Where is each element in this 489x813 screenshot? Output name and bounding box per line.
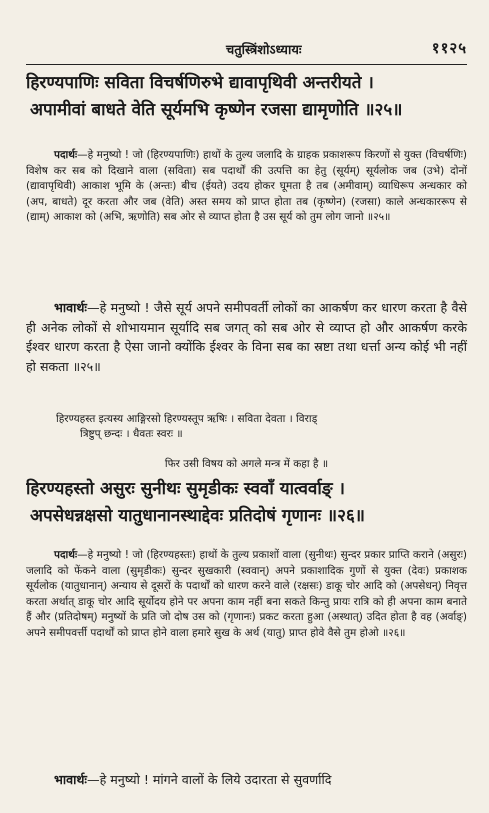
page-header — [26, 36, 467, 65]
padartha-26 — [26, 548, 467, 642]
page-number: ११२५ — [431, 39, 467, 57]
bhavartha-25-text: —हे मनुष्यो ! जैसे सूर्य अपने समीपवर्ती लोकों का आकर्षण कर धारण करता है वैसे ही अनेक लोकों से शोभायमान सूर्यादि सब जगत् को सब ओर से व्याप्त हो और आकर्षण करके ईश्वर धारण करता है ऐसा जानो क्योंकि ईश्वर के विना सब का स्रष्टा तथा धर्त्ता अन्य कोई भी नहीं हो सकता ॥२५॥ — [26, 300, 467, 374]
padartha-25-text: —हे मनुष्यो ! जो (हिरण्यपाणिः) हाथों के तुल्य जलादि के ग्राहक प्रकाशरूप किरणों से युक्त (विचर्षणिः) विशेष कर सब को दिखाने वाला (सविता) सब पदार्थों की उत्पत्ति का हेतु (सूर्यम्) सूर्यलोक जब (उभे) दोनों (द्यावापृथिवी) आकाश भूमि के (अन्तः) बीच (ईयते) उदय होकर घूमता है तब (अमीवाम्) व्याधिरूप अन्धकार को (अप, बाधते) दूर करता और जब (वेति) अस्त समय को प्राप्त होता तब (कृष्णेन) (रजसा) काले अन्धकाररूप से (द्याम्) आकाश को (अभि, ऋणोति) सब ओर से व्याप्त होता है उस सूर्य को तुम लोग जानो ॥२५॥ — [26, 149, 467, 224]
bhavartha-26-label: भावार्थः — [54, 772, 87, 787]
chapter-title: चतुस्त्रिंशोऽध्यायः — [226, 43, 302, 58]
bhavartha-26 — [26, 770, 467, 790]
mantra-26-intro: फिर उसी विषय को अगले मन्त्र में कहा है ॥ — [164, 458, 329, 470]
mantra-25 — [26, 70, 467, 124]
meta-26-line-1: हिरण्यहस्त इत्यस्य आङ्गिरसो हिरण्यस्तूप ऋषिः । सविता देवता । विराड् — [56, 413, 318, 425]
mantra-26 — [26, 476, 467, 530]
bhavartha-26-text: —हे मनुष्यो ! मांगने वालों के लिये उदारता से सुवर्णादि — [86, 772, 332, 787]
mantra-25-line-1: हिरण्यपाणिः सविता विचर्षणिरुभे द्यावापृथिवी अन्तरीयते । — [26, 73, 374, 93]
meta-26-line-2: त्रिष्टुप् छन्दः । धैवतः स्वरः ॥ — [80, 428, 183, 440]
mantra-26-line-2: अपसेधन्नक्षसो यातुधानानस्थाद्देवः प्रतिदोषं गृणानः ॥२६॥ — [30, 506, 365, 526]
padartha-25 — [26, 148, 467, 226]
mantra-26-line-1: हिरण्यहस्तो असुरः सुनीथः सुमृडीकः स्ववाँ यात्वर्वाङ् । — [26, 479, 345, 499]
padartha-26-label: पदार्थः — [54, 549, 78, 561]
bhavartha-25 — [26, 298, 467, 376]
padartha-26-text: —हे मनुष्यो ! जो (हिरण्यहस्तः) हाथों के तुल्य प्रकाशों वाला (सुनीथः) सुन्दर प्रकार प्राप्ति कराने (असुरः) जलादि को फेंकने वाला (सुमृडीकः) सुन्दर सुखकारी (स्ववान्) अपने प्रकाशादिक गुणों से युक्त (देवः) प्रकाशक सूर्यलोक (यातुधानान्) अन्याय से दूसरों के पदार्थों को धारण करने वाले (रक्षसः) डाकू चोर आदि को (अपसेधन्) निवृत्त करता अर्थात् डाकू चोर आदि सूर्योदय होने पर अपना काम नहीं बना सकते किन्तु प्रायः रात्रि को ही अपना काम बनाते हैं और (प्रतिदोषम्) मनुष्यों के प्रति जो दोष उस को (गृणानः) प्रकट करता हुआ (अस्थात्) उदित होता है वह (अर्वाङ्) अपने समीपवर्त्ती पदार्थों को प्राप्त होने वाला हमारे सुख के अर्थ (यातु) प्राप्त होवे वैसे तुम होओ ॥२६॥ — [26, 549, 467, 639]
mantra-25-line-2: अपामीवां बाधते वेति सूर्यमभि कृष्णेन रजसा द्यामृणोति ॥२५॥ — [30, 100, 403, 120]
bhavartha-25-label: भावार्थः — [54, 300, 87, 315]
padartha-25-label: पदार्थः — [54, 149, 78, 161]
mantra-26-meta — [26, 412, 467, 442]
